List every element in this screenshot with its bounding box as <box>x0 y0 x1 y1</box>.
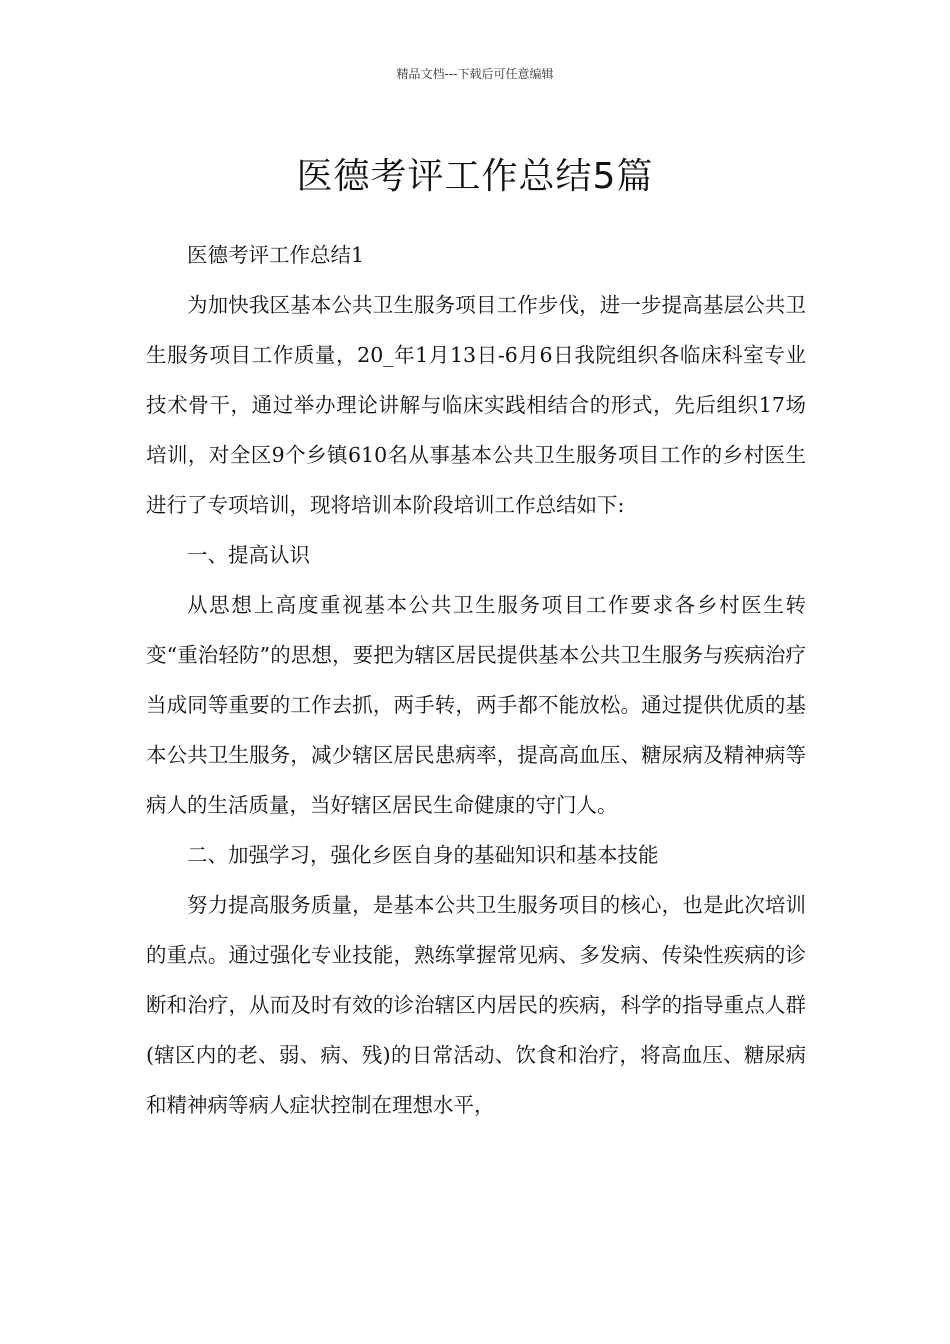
paragraph-intro: 为加快我区基本公共卫生服务项目工作步伐，进一步提高基层公共卫生服务项目工作质量，20_年1月13日-6月6日我院组织各临床科室专业技术骨干，通过举办理论讲解与临床实践相结合的形式，先后组织17场培训，对全区9个乡镇610名从事基本公共卫生服务项目工作的乡村医生进行了专项培训，现将培训本阶段培训工作总结如下: <box>146 293 806 517</box>
document-title: 医德考评工作总结5篇 <box>296 156 654 198</box>
section-title: 医德考评工作总结1 <box>187 243 365 267</box>
heading-strengthen-learning: 二、加强学习，强化乡医自身的基础知识和基本技能 <box>187 843 659 867</box>
paragraph-learning: 努力提高服务质量，是基本公共卫生服务项目的核心，也是此次培训的重点。通过强化专业技能，熟练掌握常见病、多发病、传染性疾病的诊断和治疗，从而及时有效的诊治辖区内居民的疾病，科学的指导重点人群(辖区内的老、弱、病、残)的日常活动、饮食和治疗，将高血压、糖尿病和精神病等病人症状控制在理想水平， <box>146 893 806 1117</box>
paragraph-awareness: 从思想上高度重视基本公共卫生服务项目工作要求各乡村医生转变“重治轻防”的思想，要把为辖区居民提供基本公共卫生服务与疾病治疗当成同等重要的工作去抓，两手转，两手都不能放松。通过提供优质的基本公共卫生服务，减少辖区居民患病率，提高高血压、糖尿病及精神病等病人的生活质量，当好辖区居民生命健康的守门人。 <box>146 593 806 817</box>
document-body <box>146 230 806 1130</box>
heading-improve-awareness: 一、提高认识 <box>187 543 310 567</box>
header-note: 精品文档---下载后可任意编辑 <box>396 67 554 81</box>
